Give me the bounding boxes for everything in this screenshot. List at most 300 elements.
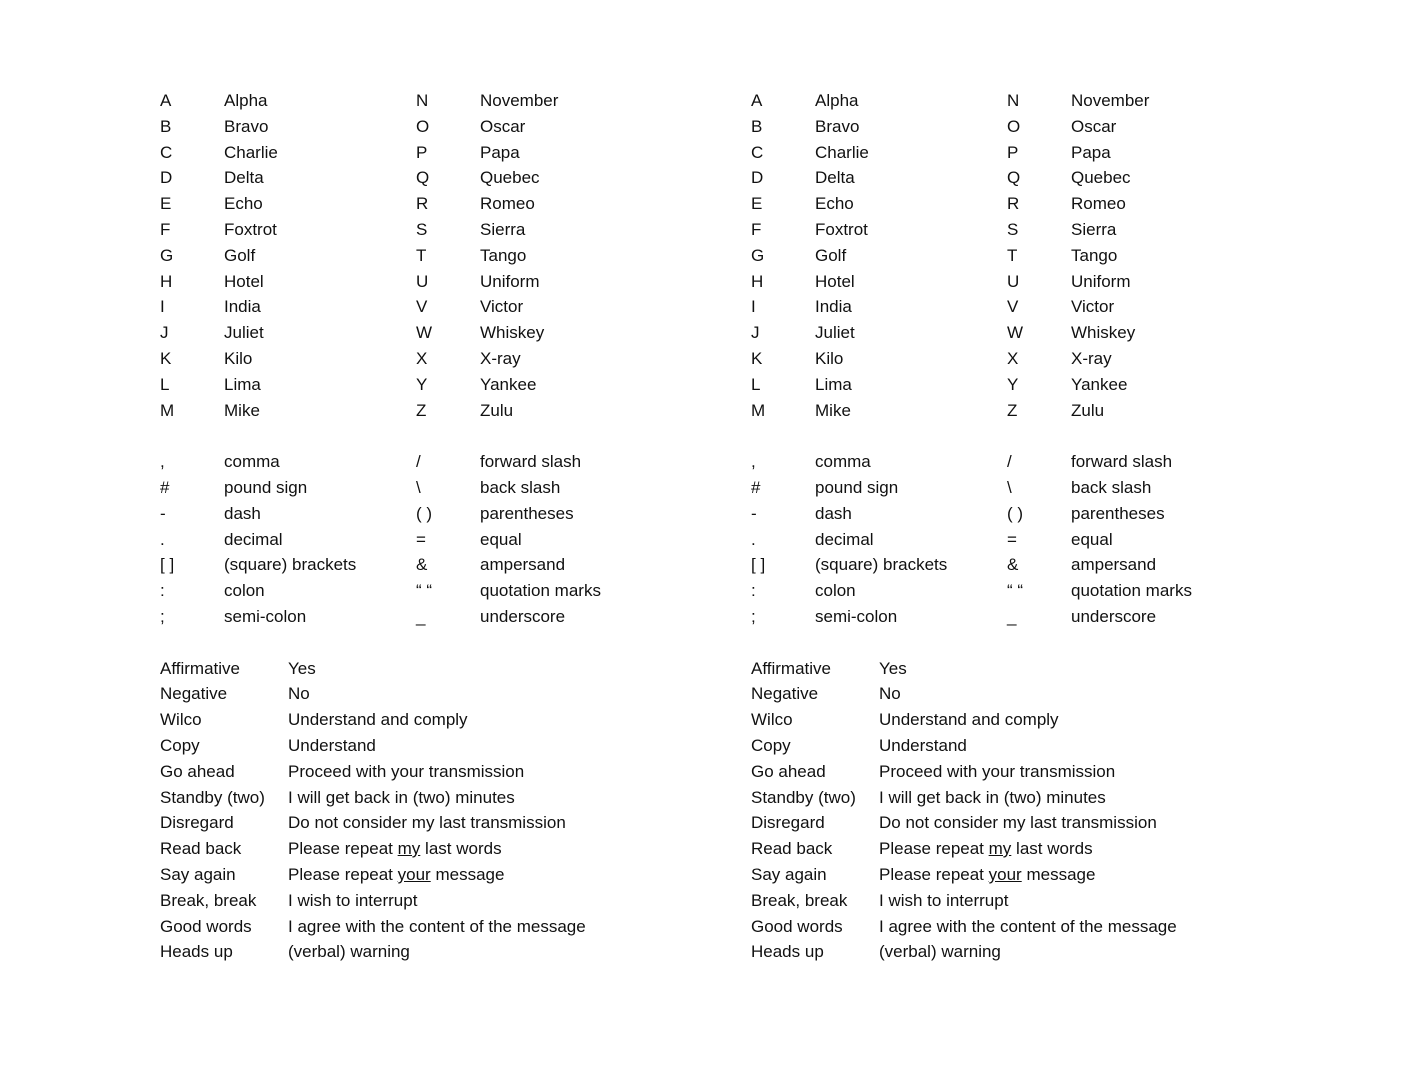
symbol: _ bbox=[1007, 606, 1017, 626]
phonetic-alphabet-table bbox=[160, 88, 660, 423]
symbol: / bbox=[1007, 452, 1012, 472]
symbol-row bbox=[751, 578, 1251, 604]
proword: Disregard bbox=[751, 813, 825, 833]
code-word: Papa bbox=[1071, 142, 1111, 162]
letter: Y bbox=[416, 374, 428, 394]
letter: M bbox=[751, 400, 766, 420]
code-word: Echo bbox=[224, 194, 263, 214]
symbol-row bbox=[160, 449, 660, 475]
proword: Copy bbox=[751, 735, 791, 755]
symbol-name: comma bbox=[224, 452, 280, 472]
alphabet-row bbox=[751, 88, 1251, 114]
proword-meaning bbox=[288, 914, 586, 940]
code-word: X-ray bbox=[1071, 348, 1112, 368]
letter: P bbox=[1007, 142, 1019, 162]
proword-meaning bbox=[879, 733, 967, 759]
proword: Read back bbox=[751, 839, 833, 859]
letter: O bbox=[416, 116, 430, 136]
meaning-emphasis: your bbox=[397, 864, 431, 884]
symbol-row bbox=[751, 475, 1251, 501]
proword-meaning bbox=[288, 681, 310, 707]
letter: S bbox=[1007, 219, 1019, 239]
proword-meaning bbox=[288, 939, 410, 965]
proword-row bbox=[160, 656, 660, 682]
letter: O bbox=[1007, 116, 1021, 136]
meaning-text: Proceed with your transmission bbox=[879, 761, 1116, 781]
symbol: , bbox=[160, 452, 165, 472]
code-word: Foxtrot bbox=[224, 219, 277, 239]
alphabet-row bbox=[160, 140, 660, 166]
symbol-name: pound sign bbox=[815, 477, 899, 497]
symbol-name: back slash bbox=[1071, 477, 1152, 497]
reference-card-right bbox=[751, 88, 1251, 965]
symbol-name: back slash bbox=[480, 477, 561, 497]
symbol-name: forward slash bbox=[480, 452, 582, 472]
proword-row bbox=[160, 707, 660, 733]
code-word: Kilo bbox=[815, 348, 844, 368]
code-word: Charlie bbox=[224, 142, 278, 162]
proword: Standby (two) bbox=[751, 787, 856, 807]
code-word: Golf bbox=[224, 245, 256, 265]
symbol-name: quotation marks bbox=[1071, 581, 1192, 601]
letter: D bbox=[160, 168, 173, 188]
code-word: Whiskey bbox=[480, 323, 545, 343]
symbol-row bbox=[160, 578, 660, 604]
letter: C bbox=[751, 142, 764, 162]
proword-row bbox=[160, 681, 660, 707]
symbol-row bbox=[751, 552, 1251, 578]
code-word: Echo bbox=[815, 194, 854, 214]
code-word: Hotel bbox=[815, 271, 855, 291]
letter: T bbox=[1007, 245, 1018, 265]
symbol: [ ] bbox=[751, 555, 766, 575]
proword-meaning bbox=[288, 785, 515, 811]
proword: Say again bbox=[160, 864, 236, 884]
letter: K bbox=[751, 348, 763, 368]
meaning-text: Understand bbox=[288, 735, 376, 755]
alphabet-row bbox=[751, 114, 1251, 140]
alphabet-row bbox=[160, 114, 660, 140]
symbol-name: decimal bbox=[815, 529, 874, 549]
proword: Read back bbox=[160, 839, 242, 859]
meaning-text: Proceed with your transmission bbox=[288, 761, 525, 781]
code-word: Juliet bbox=[815, 323, 855, 343]
letter: S bbox=[416, 219, 428, 239]
code-word: Papa bbox=[480, 142, 520, 162]
proword-row bbox=[160, 939, 660, 965]
symbol-name: parentheses bbox=[1071, 503, 1165, 523]
letter: V bbox=[416, 297, 428, 317]
proword: Affirmative bbox=[160, 658, 240, 678]
symbol-row bbox=[751, 501, 1251, 527]
symbol-name: ampersand bbox=[1071, 555, 1157, 575]
letter: F bbox=[160, 219, 171, 239]
symbol: = bbox=[416, 529, 426, 549]
letter: Z bbox=[1007, 400, 1018, 420]
proword-meaning bbox=[288, 707, 468, 733]
code-word: Yankee bbox=[1071, 374, 1128, 394]
proword: Go ahead bbox=[751, 761, 826, 781]
prowords-table bbox=[751, 656, 1251, 966]
symbol-row bbox=[160, 475, 660, 501]
symbol: . bbox=[751, 529, 756, 549]
code-word: Oscar bbox=[1071, 116, 1117, 136]
meaning-text: last words bbox=[1016, 839, 1093, 859]
letter: M bbox=[160, 400, 175, 420]
symbol-row bbox=[160, 527, 660, 553]
proword-row bbox=[751, 681, 1251, 707]
symbol: & bbox=[416, 555, 428, 575]
code-word: Delta bbox=[224, 168, 264, 188]
code-word: Sierra bbox=[480, 219, 526, 239]
code-word: Yankee bbox=[480, 374, 537, 394]
code-word: Uniform bbox=[480, 271, 540, 291]
symbol: \ bbox=[416, 477, 421, 497]
symbol-name: dash bbox=[815, 503, 852, 523]
symbol-name: colon bbox=[224, 581, 265, 601]
meaning-text: Please repeat bbox=[288, 864, 393, 884]
proword-meaning bbox=[879, 914, 1177, 940]
letter: U bbox=[1007, 271, 1020, 291]
letter: Z bbox=[416, 400, 427, 420]
letter: W bbox=[416, 323, 433, 343]
proword-row bbox=[751, 836, 1251, 862]
meaning-text: I agree with the content of the message bbox=[879, 916, 1177, 936]
symbol-name: parentheses bbox=[480, 503, 574, 523]
code-word: India bbox=[815, 297, 852, 317]
proword: Affirmative bbox=[751, 658, 831, 678]
meaning-text: Please repeat bbox=[288, 839, 393, 859]
alphabet-row bbox=[160, 320, 660, 346]
proword: Standby (two) bbox=[160, 787, 265, 807]
proword-row bbox=[751, 785, 1251, 811]
proword-meaning bbox=[288, 759, 524, 785]
symbol-row bbox=[751, 449, 1251, 475]
letter: N bbox=[1007, 91, 1020, 110]
proword: Wilco bbox=[751, 710, 793, 730]
symbol: - bbox=[751, 503, 757, 523]
symbol: [ ] bbox=[160, 555, 175, 575]
alphabet-row bbox=[751, 191, 1251, 217]
proword-row bbox=[160, 785, 660, 811]
meaning-text: I will get back in (two) minutes bbox=[288, 787, 515, 807]
proword-meaning bbox=[879, 681, 901, 707]
code-word: Lima bbox=[815, 374, 852, 394]
proword-row bbox=[160, 836, 660, 862]
letter: A bbox=[160, 91, 172, 110]
symbol: ; bbox=[751, 606, 756, 626]
proword-row bbox=[751, 939, 1251, 965]
proword-row bbox=[751, 862, 1251, 888]
letter: K bbox=[160, 348, 172, 368]
proword: Go ahead bbox=[160, 761, 235, 781]
proword: Wilco bbox=[160, 710, 202, 730]
meaning-text: I agree with the content of the message bbox=[288, 916, 586, 936]
code-word: Bravo bbox=[224, 116, 269, 136]
symbol-name: equal bbox=[480, 529, 522, 549]
proword: Good words bbox=[751, 916, 843, 936]
symbol: ( ) bbox=[416, 503, 433, 523]
meaning-text: No bbox=[288, 684, 310, 704]
meaning-text: Do not consider my last transmission bbox=[288, 813, 566, 833]
symbol-name: ampersand bbox=[480, 555, 566, 575]
alphabet-row bbox=[751, 294, 1251, 320]
proword-meaning bbox=[879, 836, 1093, 862]
code-word: Romeo bbox=[1071, 194, 1126, 214]
proword: Break, break bbox=[751, 890, 848, 910]
proword: Negative bbox=[160, 684, 228, 704]
letter: H bbox=[160, 271, 173, 291]
code-word: Tango bbox=[480, 245, 527, 265]
symbol: ; bbox=[160, 606, 165, 626]
alphabet-row bbox=[751, 243, 1251, 269]
proword: Heads up bbox=[751, 942, 824, 962]
proword-meaning bbox=[879, 888, 1008, 914]
symbol: # bbox=[751, 477, 761, 497]
proword: Break, break bbox=[160, 890, 257, 910]
code-word: Delta bbox=[815, 168, 855, 188]
symbol-name: dash bbox=[224, 503, 261, 523]
symbol-name: underscore bbox=[1071, 606, 1157, 626]
letter: V bbox=[1007, 297, 1019, 317]
symbol: “ “ bbox=[1007, 581, 1024, 601]
symbol-name: forward slash bbox=[1071, 452, 1173, 472]
meaning-text: I wish to interrupt bbox=[879, 890, 1009, 910]
alphabet-row bbox=[751, 269, 1251, 295]
symbols-table bbox=[160, 449, 660, 630]
symbol: , bbox=[751, 452, 756, 472]
code-word: Hotel bbox=[224, 271, 264, 291]
letter: W bbox=[1007, 323, 1024, 343]
code-word: Romeo bbox=[480, 194, 535, 214]
code-word: Alpha bbox=[815, 91, 859, 110]
proword-row bbox=[751, 759, 1251, 785]
meaning-text: I will get back in (two) minutes bbox=[879, 787, 1106, 807]
letter: J bbox=[160, 323, 169, 343]
meaning-text: Understand and comply bbox=[879, 710, 1059, 730]
symbol-name: semi-colon bbox=[224, 606, 307, 626]
code-word: Bravo bbox=[815, 116, 860, 136]
letter: N bbox=[416, 91, 429, 110]
letter: Q bbox=[1007, 168, 1021, 188]
proword-meaning bbox=[288, 733, 376, 759]
code-word: Mike bbox=[815, 400, 851, 420]
code-word: Whiskey bbox=[1071, 323, 1136, 343]
code-word: Kilo bbox=[224, 348, 253, 368]
letter: I bbox=[751, 297, 756, 317]
code-word: Oscar bbox=[480, 116, 526, 136]
proword-meaning bbox=[288, 862, 504, 888]
symbol-row bbox=[160, 604, 660, 630]
code-word: Charlie bbox=[815, 142, 869, 162]
code-word: November bbox=[1071, 91, 1150, 110]
meaning-emphasis: my bbox=[397, 839, 421, 859]
symbol: & bbox=[1007, 555, 1019, 575]
symbol-name: (square) brackets bbox=[815, 555, 948, 575]
meaning-text: Please repeat bbox=[879, 864, 984, 884]
meaning-text: message bbox=[435, 864, 505, 884]
code-word: India bbox=[224, 297, 261, 317]
letter: H bbox=[751, 271, 764, 291]
symbol-name: quotation marks bbox=[480, 581, 601, 601]
symbol-row bbox=[160, 552, 660, 578]
proword: Disregard bbox=[160, 813, 234, 833]
code-word: Victor bbox=[480, 297, 524, 317]
symbol: “ “ bbox=[416, 581, 433, 601]
symbol: : bbox=[751, 581, 756, 601]
symbol-row bbox=[160, 501, 660, 527]
alphabet-row bbox=[751, 165, 1251, 191]
alphabet-row bbox=[751, 346, 1251, 372]
alphabet-row bbox=[751, 398, 1251, 424]
symbol-name: decimal bbox=[224, 529, 283, 549]
code-word: Zulu bbox=[1071, 400, 1105, 420]
code-word: November bbox=[480, 91, 559, 110]
proword-row bbox=[160, 810, 660, 836]
proword-meaning bbox=[879, 707, 1059, 733]
alphabet-row bbox=[751, 140, 1251, 166]
letter: I bbox=[160, 297, 165, 317]
symbol: _ bbox=[416, 606, 426, 626]
meaning-text: Understand bbox=[879, 735, 967, 755]
meaning-emphasis: your bbox=[988, 864, 1022, 884]
alphabet-row bbox=[751, 217, 1251, 243]
symbol: # bbox=[160, 477, 170, 497]
proword-row bbox=[160, 888, 660, 914]
letter: G bbox=[160, 245, 174, 265]
symbol: . bbox=[160, 529, 165, 549]
symbol-row bbox=[751, 604, 1251, 630]
proword-meaning bbox=[879, 785, 1106, 811]
proword-meaning bbox=[288, 656, 316, 682]
code-word: Juliet bbox=[224, 323, 264, 343]
code-word: Zulu bbox=[480, 400, 514, 420]
letter: R bbox=[416, 194, 429, 214]
meaning-text: (verbal) warning bbox=[288, 942, 410, 962]
meaning-text: last words bbox=[425, 839, 502, 859]
proword-row bbox=[751, 810, 1251, 836]
alphabet-row bbox=[160, 398, 660, 424]
symbols-table bbox=[751, 449, 1251, 630]
proword-row bbox=[160, 862, 660, 888]
symbol-name: comma bbox=[815, 452, 871, 472]
meaning-text: Yes bbox=[879, 658, 907, 678]
code-word: Quebec bbox=[1071, 168, 1131, 188]
symbol-name: colon bbox=[815, 581, 856, 601]
alphabet-row bbox=[160, 346, 660, 372]
meaning-text: Understand and comply bbox=[288, 710, 468, 730]
proword: Good words bbox=[160, 916, 252, 936]
meaning-text: Yes bbox=[288, 658, 316, 678]
code-word: Alpha bbox=[224, 91, 268, 110]
proword-row bbox=[751, 656, 1251, 682]
proword-row bbox=[160, 759, 660, 785]
letter: F bbox=[751, 219, 762, 239]
alphabet-row bbox=[751, 320, 1251, 346]
meaning-text: message bbox=[1026, 864, 1096, 884]
code-word: Tango bbox=[1071, 245, 1118, 265]
proword-meaning bbox=[288, 810, 566, 836]
code-word: Mike bbox=[224, 400, 260, 420]
proword-meaning bbox=[288, 888, 417, 914]
proword-meaning bbox=[288, 836, 502, 862]
code-word: Quebec bbox=[480, 168, 540, 188]
symbol: = bbox=[1007, 529, 1017, 549]
symbol-row bbox=[751, 527, 1251, 553]
alphabet-row bbox=[160, 372, 660, 398]
letter: L bbox=[751, 374, 761, 394]
proword-meaning bbox=[879, 656, 907, 682]
proword-row bbox=[751, 733, 1251, 759]
code-word: Victor bbox=[1071, 297, 1115, 317]
letter: D bbox=[751, 168, 764, 188]
symbol-name: underscore bbox=[480, 606, 566, 626]
code-word: Golf bbox=[815, 245, 847, 265]
letter: P bbox=[416, 142, 428, 162]
symbol-name: (square) brackets bbox=[224, 555, 357, 575]
symbol-name: pound sign bbox=[224, 477, 308, 497]
letter: A bbox=[751, 91, 763, 110]
letter: C bbox=[160, 142, 173, 162]
alphabet-row bbox=[160, 243, 660, 269]
proword-row bbox=[160, 733, 660, 759]
prowords-table bbox=[160, 656, 660, 966]
symbol-name: equal bbox=[1071, 529, 1113, 549]
letter: J bbox=[751, 323, 760, 343]
alphabet-row bbox=[160, 88, 660, 114]
code-word: Lima bbox=[224, 374, 261, 394]
alphabet-row bbox=[160, 165, 660, 191]
letter: Q bbox=[416, 168, 430, 188]
reference-card-left bbox=[160, 88, 660, 965]
proword: Say again bbox=[751, 864, 827, 884]
alphabet-row bbox=[751, 372, 1251, 398]
proword-row bbox=[751, 914, 1251, 940]
proword-meaning bbox=[879, 939, 1001, 965]
proword-meaning bbox=[879, 810, 1157, 836]
letter: L bbox=[160, 374, 170, 394]
letter: X bbox=[1007, 348, 1019, 368]
code-word: X-ray bbox=[480, 348, 521, 368]
proword: Heads up bbox=[160, 942, 233, 962]
symbol: \ bbox=[1007, 477, 1012, 497]
letter: U bbox=[416, 271, 429, 291]
symbol: ( ) bbox=[1007, 503, 1024, 523]
proword-row bbox=[751, 888, 1251, 914]
proword: Negative bbox=[751, 684, 819, 704]
letter: B bbox=[160, 116, 172, 136]
phonetic-alphabet-table bbox=[751, 88, 1251, 423]
letter: G bbox=[751, 245, 765, 265]
proword: Copy bbox=[160, 735, 200, 755]
letter: Y bbox=[1007, 374, 1019, 394]
meaning-text: Do not consider my last transmission bbox=[879, 813, 1157, 833]
symbol-name: semi-colon bbox=[815, 606, 898, 626]
alphabet-row bbox=[160, 294, 660, 320]
letter: B bbox=[751, 116, 763, 136]
symbol: : bbox=[160, 581, 165, 601]
code-word: Foxtrot bbox=[815, 219, 868, 239]
alphabet-row bbox=[160, 217, 660, 243]
code-word: Sierra bbox=[1071, 219, 1117, 239]
meaning-text: I wish to interrupt bbox=[288, 890, 418, 910]
proword-row bbox=[160, 914, 660, 940]
meaning-emphasis: my bbox=[988, 839, 1012, 859]
proword-meaning bbox=[879, 862, 1095, 888]
alphabet-row bbox=[160, 191, 660, 217]
letter: T bbox=[416, 245, 427, 265]
meaning-text: No bbox=[879, 684, 901, 704]
